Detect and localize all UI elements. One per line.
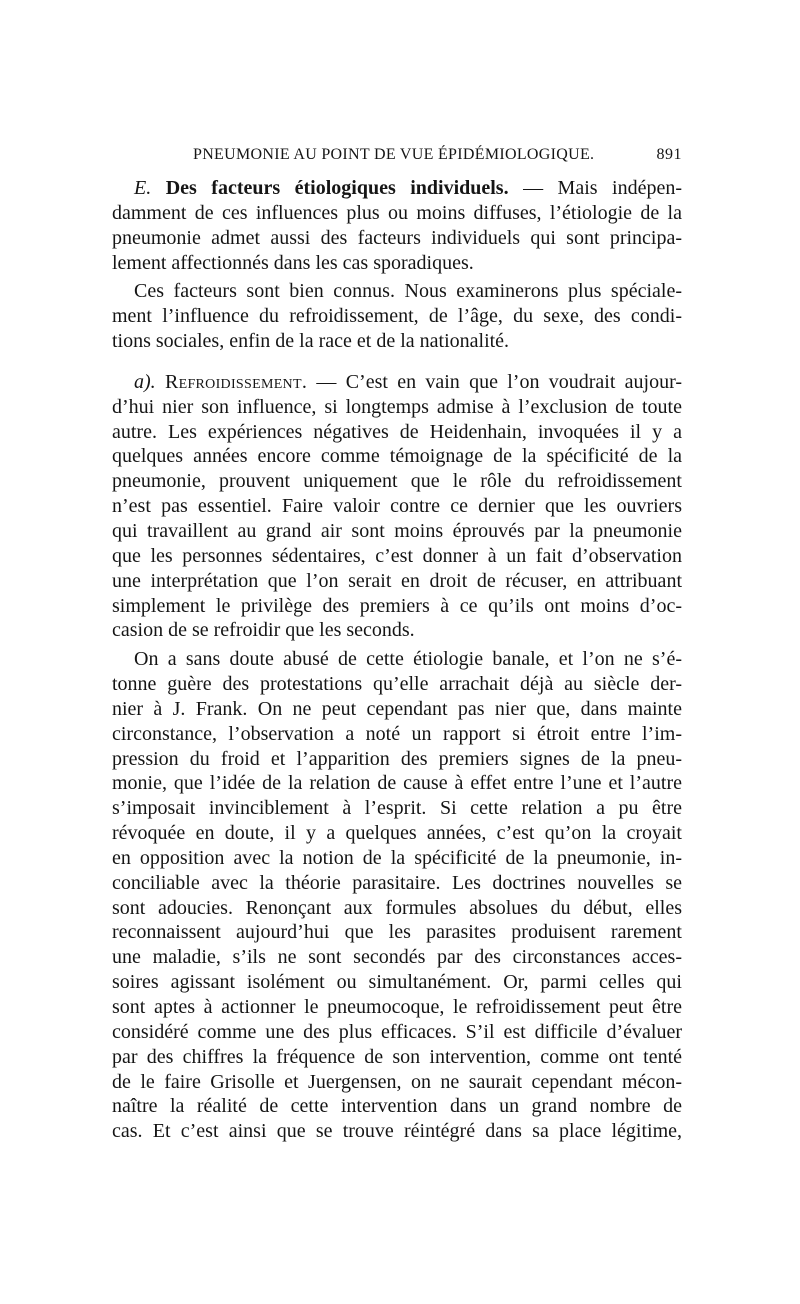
line: Ces facteurs sont bien connus. Nous examinerons plus spéciale- (134, 280, 682, 303)
line: sont aptes à actionner le pneumocoque, le refroidissement peut être (112, 996, 682, 1018)
line: pneumonie, prouvent uniquement que le rôle du refroidissement (112, 470, 682, 493)
paragraph-section-e (112, 176, 682, 275)
line: simplement le privilège des premiers à ce qu’ils ont moins d’oc- (112, 594, 682, 617)
section-heading: Des facteurs étiologiques individuels. (165, 177, 509, 199)
line: une maladie, s’ils ne sont secondés par des circonstances acces- (112, 946, 682, 969)
paragraph (112, 647, 682, 1144)
section-label: a). (134, 370, 156, 393)
line: casion de se refroidir que les seconds. (112, 619, 415, 642)
line: révoquée en doute, il y a quelques années, c’est qu’on la croyait (112, 822, 682, 845)
line: par des chiffres la fréquence de son intervention, comme ont tenté (112, 1045, 682, 1068)
line: en opposition avec la notion de la spécificité de la pneumonie, in- (112, 846, 682, 869)
line: d’hui nier son influence, si longtemps admise à l’exclusion de toute (112, 395, 682, 418)
line: naître la réalité de cette intervention dans un grand nombre de (112, 1095, 682, 1118)
line (112, 370, 682, 395)
line: pression du froid et l’apparition des premiers signes de la pneu- (112, 747, 682, 770)
line: sont adoucies. Renonçant aux formules absolues du début, elles (112, 896, 682, 919)
paragraph-section-a (112, 370, 682, 643)
line: quelques années encore comme témoignage de la spécificité de la (112, 445, 682, 468)
text-block (112, 176, 682, 1144)
line: s’imposait invinciblement à l’esprit. Si cette relation a pu être (112, 797, 682, 820)
line: damment de ces influences plus ou moins diffuses, l’étiologie de la (112, 201, 682, 224)
page-number: 891 (656, 146, 682, 163)
line: reconnaissent aujourd’hui que les parasites produisent rarement (112, 921, 682, 944)
line: autre. Les expériences négatives de Heidenhain, invoquées il y a (112, 420, 682, 443)
line: circonstance, l’observation a noté un rapport si étroit entre l’im- (112, 722, 682, 745)
line: monie, que l’idée de la relation de cause à effet entre l’une et l’autre (112, 772, 682, 795)
line: On a sans doute abusé de cette étiologie banale, et l’on ne s’é- (134, 648, 682, 671)
line: de le faire Grisolle et Juergensen, on ne saurait cependant mécon- (112, 1070, 682, 1093)
running-title: PNEUMONIE AU POINT DE VUE ÉPIDÉMIOLOGIQUE. (193, 146, 595, 163)
line: pneumonie admet aussi des facteurs individuels qui sont principa- (112, 226, 682, 249)
line: conciliable avec la théorie parasitaire. Les doctrines nouvelles se (112, 871, 682, 894)
line: lement affectionnés dans les cas sporadiques. (112, 251, 474, 274)
line: que les personnes sédentaires, c’est donner à un fait d’observation (112, 544, 682, 567)
line: tonne guère des protestations qu’elle arrachait déjà au siècle der- (112, 673, 682, 696)
line: tions sociales, enfin de la race et de la nationalité. (112, 330, 510, 353)
paragraph (112, 279, 682, 354)
line-text: — Mais indépen- (523, 177, 683, 199)
line: cas. Et c’est ainsi que se trouve réintégré dans sa place légitime, (112, 1120, 682, 1143)
line-text: — C’est en vain que l’on voudrait aujour- (316, 370, 683, 393)
section-label: E. (134, 177, 152, 199)
line: ment l’influence du refroidissement, de l’âge, du sexe, des condi- (112, 305, 682, 328)
line: n’est pas essentiel. Faire valoir contre ce dernier que les ouvriers (112, 495, 682, 518)
line: qui travaillent au grand air sont moins éprouvés par la pneumonie (112, 519, 682, 542)
line (112, 176, 682, 201)
line: considéré comme une des plus efficaces. S’il est difficile d’évaluer (112, 1020, 682, 1043)
line: soires agissant isolément ou simultanément. Or, parmi celles qui (112, 971, 682, 994)
line: nier à J. Frank. On ne peut cependant pas nier que, dans mainte (112, 697, 682, 720)
line: une interprétation que l’on serait en droit de récuser, en attribuant (112, 569, 682, 592)
section-heading: Refroidissement. (164, 370, 308, 393)
